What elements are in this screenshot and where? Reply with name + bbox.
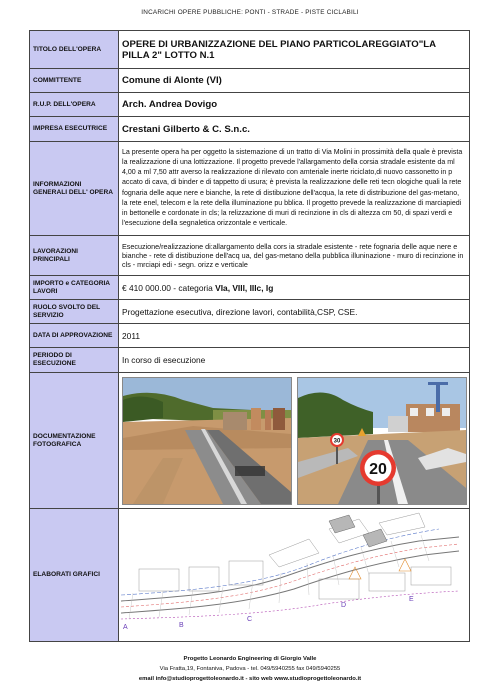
site-photo-2-image xyxy=(298,378,466,504)
drawing-label-c: C xyxy=(247,616,253,623)
value-data: 2011 xyxy=(119,324,470,348)
value-lavorazioni: Esecuzione/realizzazione di:allargamento della cors ia stradale esistente - rete fognaria delle aque nere e bianche - rete di distibuzione dell'acq ua, del gas-metano della pubblica illuninazione - muro di recinzione in cls - mrciapi edi - segn. orizz e verticale xyxy=(119,236,470,276)
value-importo xyxy=(119,276,470,300)
speed-sign-small-text: 30 xyxy=(333,438,340,444)
importo-amount: € 410 000.00 - categoria xyxy=(122,282,216,293)
row-lavorazioni xyxy=(30,236,470,276)
label-titolo: TITOLO DELL'OPERA xyxy=(30,31,119,69)
label-impresa: IMPRESA ESECUTRICE xyxy=(30,117,119,142)
drawing-label-d: D xyxy=(341,602,347,609)
site-photo-2 xyxy=(297,377,467,505)
footer-company: Progetto Leonardo Engineering di Giorgio Valle xyxy=(183,656,317,662)
drawing-area xyxy=(119,509,470,642)
value-ruolo: Progettazione esecutiva, direzione lavori, contabilità,CSP, CSE. xyxy=(119,300,470,324)
row-titolo xyxy=(30,31,470,69)
site-plan-drawing xyxy=(119,509,464,639)
drawing-label-e: E xyxy=(409,596,414,603)
label-periodo: PERIODO DI ESECUZIONE xyxy=(30,348,119,373)
label-documentazione: DOCUMENTAZIONE FOTOGRAFICA xyxy=(30,373,119,509)
row-ruolo xyxy=(30,300,470,324)
row-periodo xyxy=(30,348,470,373)
label-rup: R.U.P. DELL'OPERA xyxy=(30,93,119,117)
row-rup xyxy=(30,93,470,117)
label-ruolo: RUOLO SVOLTO DEL SERVIZIO xyxy=(30,300,119,324)
label-importo: IMPORTO e CATEGORIA LAVORI xyxy=(30,276,119,300)
drawing-label-a: A xyxy=(123,624,128,631)
footer-address: Via Fratta,19, Fontaniva, Padova - tel. 049/5940255 fax 049/5940255 xyxy=(159,666,341,672)
row-committente xyxy=(30,69,470,93)
row-documentazione xyxy=(30,373,470,509)
label-lavorazioni: LAVORAZIONI PRINCIPALI xyxy=(30,236,119,276)
site-photo-1 xyxy=(122,377,292,505)
drawing-label-b: B xyxy=(179,622,184,629)
label-data: DATA DI APPROVAZIONE xyxy=(30,324,119,348)
footer-contacts: email info@studioprogettoleonardo.it - sito web www.studioprogettoleonardo.it xyxy=(138,676,362,682)
row-informazioni xyxy=(30,142,470,236)
row-impresa xyxy=(30,117,470,142)
row-elaborati xyxy=(30,509,470,642)
row-data xyxy=(30,324,470,348)
value-rup: Arch. Andrea Dovigo xyxy=(119,93,470,117)
label-informazioni: INFORMAZIONI GENERALI DELL' OPERA xyxy=(30,142,119,236)
value-committente: Comune di Alonte (VI) xyxy=(119,69,470,93)
value-titolo: OPERE DI URBANIZZAZIONE DEL PIANO PARTICOLAREGGIATO"LA PILLA 2" LOTTO N.1 xyxy=(119,31,470,69)
row-importo xyxy=(30,276,470,300)
importo-categories: VIa, VIII, IIIc, Ig xyxy=(215,282,274,293)
value-impresa: Crestani Gilberto & C. S.n.c. xyxy=(119,117,470,142)
value-informazioni: La presente opera ha per oggetto la sistemazione di un tratto di Via Molini in prossimità della quale è prevista la realizzazione di una lottizzazione. Il progetto prevede l'allargamento della corsia stradale esistente da ml 4,00 a ml 7,50 attr averso la realizzazione di rilevato con amteriale inerte riciclato,di nuovo cassonetto in p accato di cava, di binder e di tappetto di usura; è prevista la realizzazione delle reti tecn ologiche quali la rete fognaria delle aque nere e bianche, la rete di distibuzione dell'acqua, la rete di distribuzione del gas-metano, la rete enel, telecom e la rete della illuminazione pu bblica. Il progetto prevede la realizzazione di marciapiedi in bettonelle e cordonate in cls; la relizzazione di muri di recinzione in cls di altezza cm 50, di spazi verdi e l'esecuzione della segnaletica orizzontale e verticale. xyxy=(119,142,470,236)
label-committente: COMMITTENTE xyxy=(30,69,119,93)
page-header: INCARICHI OPERE PUBBLICHE: PONTI - STRADE - PISTE CICLABILI xyxy=(141,9,359,16)
value-periodo: In corso di esecuzione xyxy=(119,348,470,373)
photo-gallery xyxy=(119,373,470,509)
label-elaborati: ELABORATI GRAFICI xyxy=(30,509,119,642)
page-footer xyxy=(0,654,500,684)
site-photo-1-image xyxy=(123,378,291,504)
project-sheet-table xyxy=(29,30,470,642)
speed-sign-big-text: 20 xyxy=(368,460,387,478)
